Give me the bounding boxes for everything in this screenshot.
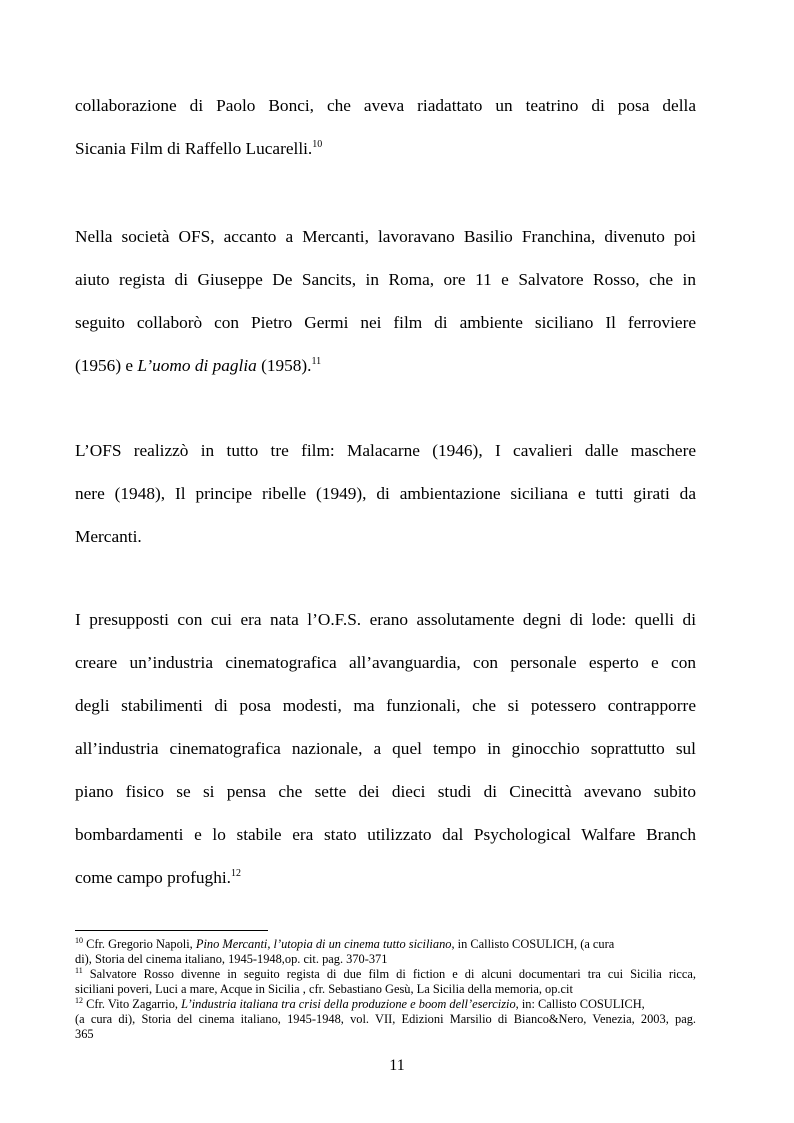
text-line: seguito collaborò con Pietro Germi nei film di ambiente siciliano Il ferroviere — [75, 313, 696, 332]
article-title: L’industria italiana tra crisi della produzione e boom dell’esercizio — [181, 997, 516, 1011]
text-line: come campo profughi.$^{12}$ — [75, 868, 241, 887]
text-line: aiuto regista di Giuseppe De Sancits, in Roma, ore 11 e Salvatore Rosso, che in — [75, 270, 696, 289]
footnote-ref-11[interactable]: 11 — [311, 356, 322, 367]
footnote-line: siciliani poveri, Luci a mare, Acque in Sicilia , cfr. Sebastiano Gesù, La Sicilia della memoria, op.cit — [75, 982, 573, 996]
text-line: all’industria cinematografica nazionale, a quel tempo in ginocchio soprattutto sul — [75, 739, 696, 758]
text-line: Sicania Film di Raffello Lucarelli.$^{10}$ — [75, 139, 323, 158]
text-line: (1956) e L’uomo di paglia (1958).$^{11}$ — [75, 356, 322, 375]
footnote-line: (a cura di), Storia del cinema italiano, 1945-1948, vol. VII, Edizioni Marsilio di Bianco&Nero, Venezia, 2003, pag. — [75, 1012, 696, 1026]
footnote-number: 11 — [75, 966, 83, 975]
text-line: piano fisico se si pensa che sette dei dieci studi di Cinecittà avevano subito — [75, 782, 696, 801]
page-number: 11 — [389, 1057, 405, 1074]
film-title: L’uomo di paglia — [137, 356, 257, 375]
text-line: Nella società OFS, accanto a Mercanti, lavoravano Basilio Franchina, divenuto poi — [75, 227, 696, 246]
footnote-line: di), Storia del cinema italiano, 1945-1948,op. cit. pag. 370-371 — [75, 952, 388, 966]
footnote-10 — [75, 937, 696, 967]
text-line: bombardamenti e lo stabile era stato utilizzato dal Psychological Walfare Branch — [75, 825, 696, 844]
footnote-number: 12 — [75, 996, 83, 1005]
article-title: Pino Mercanti, l’utopia di un cinema tutto siciliano — [195, 937, 452, 951]
text-line: collaborazione di Paolo Bonci, che aveva riadattato un teatrino di posa della — [75, 96, 696, 115]
footnote-11 — [75, 967, 696, 997]
text-line: L’OFS realizzò in tutto tre film: Malacarne (1946), I cavalieri dalle maschere — [75, 441, 696, 460]
footnote-separator — [75, 930, 268, 931]
footnote-line: 365 — [75, 1027, 94, 1041]
text-line: nere (1948), Il principe ribelle (1949), di ambientazione siciliana e tutti girati da — [75, 484, 696, 503]
footnote-12 — [75, 997, 696, 1042]
footnote-line: $^{11}$ Salvatore Rosso divenne in seguito regista di due film di fiction e di alcuni documentari tra cui Sicilia ricca, — [75, 966, 696, 981]
footnote-ref-12[interactable]: 12 — [230, 868, 241, 879]
text-line: Mercanti. — [75, 527, 142, 546]
text-line: I presupposti con cui era nata l’O.F.S. erano assolutamente degni di lode: quelli di — [75, 610, 696, 629]
footnote-number: 10 — [75, 936, 83, 945]
text-line: creare un’industria cinematografica all’avanguardia, con personale esperto e con — [75, 653, 696, 672]
footnote-ref-10[interactable]: 10 — [312, 139, 323, 150]
footnote-line: $^{10}$ Cfr. Gregorio Napoli, Pino Mercanti, l’utopia di un cinema tutto siciliano, in Callisto COSULICH, (a cura — [75, 936, 615, 951]
text-line: degli stabilimenti di posa modesti, ma funzionali, che si potessero contrapporre — [75, 696, 696, 715]
footnote-line: $^{12}$ Cfr. Vito Zagarrio, L’industria italiana tra crisi della produzione e boom dell’esercizio, in: Callisto COSULICH, — [75, 996, 645, 1011]
